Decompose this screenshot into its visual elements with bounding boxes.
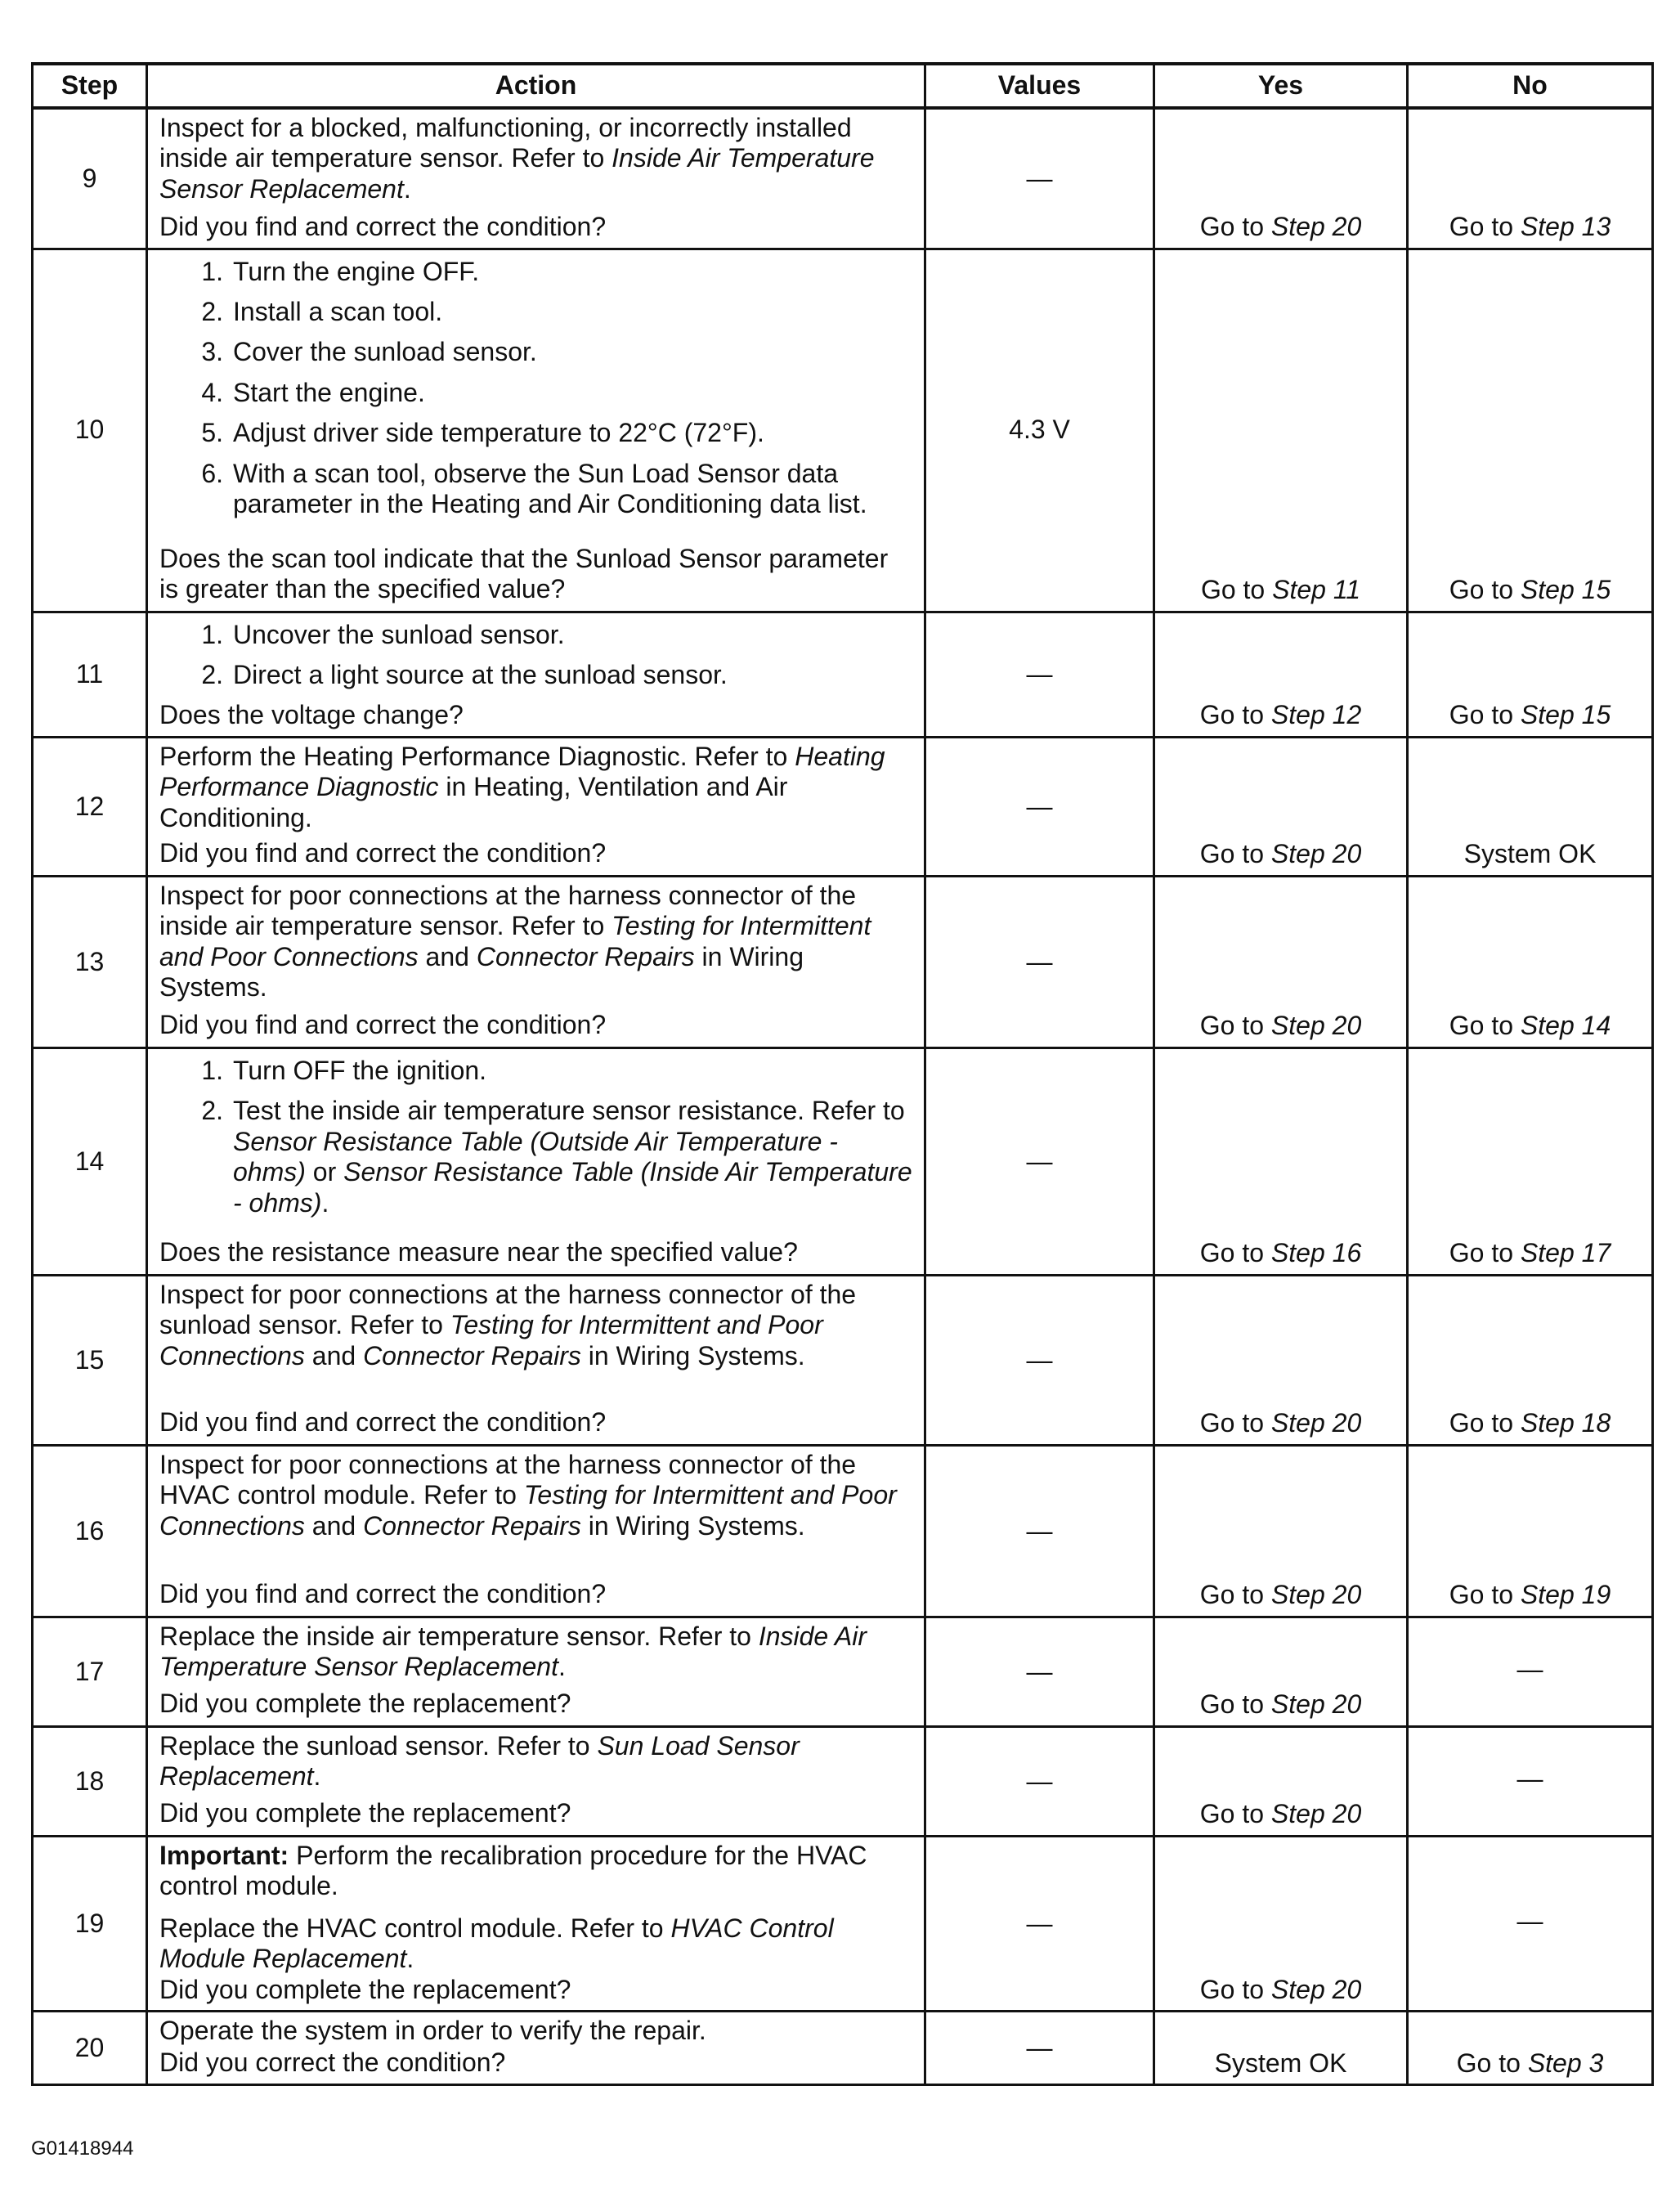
procedure-step-text (233, 337, 912, 367)
table-row (33, 1726, 1653, 1836)
action-instruction (159, 742, 912, 833)
reference-title: Testing for Intermittent and Poor Connections (159, 911, 871, 971)
step-word: Step (1520, 1238, 1575, 1268)
procedure-step-text (233, 297, 912, 327)
step-word: Step (1520, 1408, 1575, 1438)
action-question (159, 544, 912, 605)
header-no: No (1408, 64, 1653, 108)
goto-label: Go to (1456, 2048, 1521, 2078)
text-segment: Did you find and correct the condition? (159, 1579, 607, 1609)
step-number: 13 (1581, 212, 1611, 242)
text-segment: Turn OFF the ignition. (233, 1055, 487, 1085)
step-word: Step (1270, 839, 1325, 869)
step-number-cell: 20 (33, 2012, 147, 2085)
step-number-cell: 16 (33, 1445, 147, 1617)
result-text: System OK (1214, 2048, 1347, 2078)
values-cell: — (925, 108, 1154, 249)
step-number: 20 (1332, 1799, 1362, 1829)
reference-title: Connector Repairs (363, 1510, 581, 1541)
action-content (159, 617, 912, 731)
procedure-step-number: 2. (201, 659, 223, 689)
goto-label: Go to (1199, 1580, 1265, 1610)
step-number-cell: 13 (33, 876, 147, 1047)
procedure-step-number: 6. (201, 458, 223, 488)
step-word: Step (1270, 1238, 1325, 1268)
header-row (33, 64, 1653, 108)
text-segment: Perform the Heating Performance Diagnostic. Refer to (159, 741, 795, 771)
text-segment: Start the engine. (233, 377, 425, 407)
action-question (159, 1407, 912, 1438)
procedure-step (159, 378, 912, 408)
action-cell (147, 612, 925, 737)
action-instruction (159, 1913, 912, 1975)
action-content (159, 1841, 912, 2005)
text-segment: Replace the sunload sensor. Refer to (159, 1730, 598, 1761)
goto-label: Go to (1199, 1689, 1265, 1720)
step-word: Step (1270, 1799, 1325, 1829)
step-number: 11 (1333, 575, 1361, 605)
procedure-step-number: 5. (201, 418, 223, 448)
step-number-cell: 14 (33, 1047, 147, 1275)
step-word: Step (1527, 2048, 1582, 2078)
reference-title: Connector Repairs (363, 1340, 581, 1370)
action-content (159, 881, 912, 1041)
text-segment: and (418, 941, 477, 971)
table-row (33, 1275, 1653, 1445)
action-instruction (159, 881, 912, 1003)
step-word: Step (1520, 700, 1575, 730)
goto-label: Go to (1199, 212, 1265, 242)
yes-cell (1154, 1726, 1408, 1836)
values-cell: — (925, 876, 1154, 1047)
goto-label: Go to (1199, 839, 1265, 869)
text-segment: Did you find and correct the condition? (159, 1407, 607, 1438)
action-instruction (159, 113, 912, 204)
procedure-step (159, 620, 912, 650)
procedure-step-number: 1. (201, 1055, 223, 1085)
step-number-cell: 19 (33, 1836, 147, 2011)
table-row (33, 1047, 1653, 1275)
step-word: Step (1520, 1580, 1575, 1610)
text-segment: Does the resistance measure near the specified value? (159, 1237, 798, 1267)
action-cell (147, 1047, 925, 1275)
action-content (159, 253, 912, 605)
result-text: — (1516, 1764, 1543, 1794)
text-segment: and (304, 1510, 364, 1541)
paragraph-gap (159, 1902, 912, 1913)
procedure-step-number: 4. (201, 377, 223, 407)
yes-cell (1154, 876, 1408, 1047)
goto-label: Go to (1449, 575, 1514, 605)
reference-title: Sun Load Sensor Replacement (159, 1730, 800, 1792)
procedure-step (159, 660, 912, 690)
yes-cell (1154, 1275, 1408, 1445)
reference-title: Connector Repairs (476, 941, 695, 971)
yes-cell (1154, 1836, 1408, 2011)
values-cell: — (925, 1275, 1154, 1445)
text-segment: Operate the system in order to verify the repair. (159, 2016, 706, 2045)
action-cell (147, 876, 925, 1047)
text-segment: . (313, 1761, 321, 1792)
values-cell: — (925, 737, 1154, 876)
goto-label: Go to (1199, 1011, 1265, 1041)
result-text: System OK (1463, 839, 1597, 869)
text-segment: Did you complete the replacement? (159, 1974, 571, 2004)
important-label: Important: (159, 1840, 289, 1870)
no-cell (1408, 1445, 1653, 1617)
table-row (33, 1617, 1653, 1726)
procedure-step-text (233, 1056, 912, 1086)
procedure-step-number: 2. (201, 1096, 223, 1126)
procedure-list (159, 617, 912, 701)
yes-cell (1154, 612, 1408, 737)
reference-title: Testing for Intermittent and Poor Connections (159, 1480, 897, 1541)
action-instruction (159, 1841, 912, 1902)
action-content (159, 113, 912, 242)
goto-label: Go to (1449, 700, 1514, 730)
values-cell: — (925, 1836, 1154, 2011)
yes-cell (1154, 2012, 1408, 2085)
step-word: Step (1270, 1974, 1325, 2004)
procedure-step-text (233, 459, 912, 520)
action-cell (147, 249, 925, 612)
step-number-cell: 17 (33, 1617, 147, 1726)
no-cell (1408, 1617, 1653, 1726)
procedure-step (159, 337, 912, 367)
text-segment: Did you find and correct the condition? (159, 1010, 607, 1040)
text-segment: Replace the inside air temperature sensor. Refer to (159, 1621, 759, 1651)
action-content (159, 742, 912, 869)
table-body (33, 108, 1653, 2085)
no-cell (1408, 108, 1653, 249)
figure-id: G01418944 (31, 2137, 134, 2160)
step-word: Step (1270, 1580, 1325, 1610)
goto-label: Go to (1199, 700, 1265, 730)
reference-title: Sensor Resistance Table (Inside Air Temperature - ohms) (233, 1157, 912, 1218)
text-segment: Adjust driver side temperature to 22°C (72°F). (233, 418, 764, 448)
text-segment: . (406, 1944, 414, 1974)
step-number: 14 (1581, 1011, 1611, 1041)
procedure-step (159, 459, 912, 520)
text-segment: Direct a light source at the sunload sensor. (233, 659, 728, 689)
action-question (159, 700, 912, 730)
no-cell (1408, 249, 1653, 612)
result-text: — (1516, 1654, 1543, 1684)
goto-label: Go to (1199, 1799, 1265, 1829)
text-segment: Inspect for poor connections at the harness connector of the HVAC control module. Refer to (159, 1449, 857, 1510)
goto-label: Go to (1200, 575, 1266, 605)
action-instruction (159, 1622, 912, 1683)
step-word: Step (1270, 1689, 1325, 1720)
action-cell (147, 1836, 925, 2011)
table-row (33, 612, 1653, 737)
procedure-step-text (233, 620, 912, 650)
text-segment: With a scan tool, observe the Sun Load Sensor data parameter in the Heating and Air Conditioning data list. (233, 458, 867, 519)
text-segment: Install a scan tool. (233, 296, 443, 326)
no-cell (1408, 2012, 1653, 2085)
table-row (33, 1836, 1653, 2011)
procedure-step-text (233, 418, 912, 448)
text-segment: . (403, 173, 411, 204)
procedure-step (159, 1056, 912, 1086)
procedure-step-text (233, 257, 912, 287)
yes-cell (1154, 1047, 1408, 1275)
step-number: 20 (1332, 1011, 1362, 1041)
action-question (159, 1237, 912, 1267)
procedure-step-text (233, 660, 912, 690)
action-cell (147, 1275, 925, 1445)
procedure-step (159, 257, 912, 287)
header-yes: Yes (1154, 64, 1408, 108)
step-number: 20 (1332, 1689, 1362, 1720)
procedure-step-number: 2. (201, 296, 223, 326)
step-number-cell: 11 (33, 612, 147, 737)
yes-cell (1154, 1617, 1408, 1726)
text-segment: Test the inside air temperature sensor resistance. Refer to (233, 1096, 905, 1126)
goto-label: Go to (1449, 1580, 1514, 1610)
action-question (159, 1579, 912, 1609)
procedure-step (159, 297, 912, 327)
goto-label: Go to (1449, 1238, 1514, 1268)
step-number: 3 (1588, 2048, 1604, 2078)
header-values: Values (925, 64, 1154, 108)
step-word: Step (1270, 1011, 1325, 1041)
text-segment: Replace the HVAC control module. Refer to (159, 1913, 671, 1943)
text-segment: Inspect for poor connections at the harness connector of the sunload sensor. Refer to (159, 1279, 857, 1340)
step-word: Step (1270, 212, 1325, 242)
table-row (33, 108, 1653, 249)
goto-label: Go to (1199, 1974, 1265, 2004)
action-content (159, 1280, 912, 1438)
header-step: Step (33, 64, 147, 108)
action-content (159, 1450, 912, 1610)
reference-title: HVAC Control Module Replacement (159, 1913, 834, 1974)
text-segment: in Wiring Systems. (580, 1510, 805, 1541)
step-word: Step (1270, 1408, 1325, 1438)
yes-cell (1154, 1445, 1408, 1617)
text-segment: Cover the sunload sensor. (233, 337, 537, 367)
yes-cell (1154, 737, 1408, 876)
diagnostic-table (31, 62, 1654, 2086)
text-segment: . (321, 1187, 329, 1218)
text-segment: Did you correct the condition? (159, 2047, 506, 2077)
step-word: Step (1272, 575, 1326, 605)
result-text: — (1516, 1906, 1543, 1936)
procedure-step-number: 1. (201, 619, 223, 649)
text-segment: Did you find and correct the condition? (159, 211, 607, 241)
action-content (159, 2016, 912, 2078)
procedure-list (159, 1052, 912, 1228)
step-number: 15 (1581, 575, 1611, 605)
table-row (33, 249, 1653, 612)
values-cell: — (925, 1617, 1154, 1726)
step-number-cell: 10 (33, 249, 147, 612)
goto-label: Go to (1199, 1408, 1265, 1438)
values-cell: — (925, 1047, 1154, 1275)
text-segment: Did you complete the replacement? (159, 1689, 571, 1719)
action-question (159, 2048, 912, 2078)
step-number-cell: 12 (33, 737, 147, 876)
step-number-cell: 9 (33, 108, 147, 249)
table-row (33, 876, 1653, 1047)
procedure-step-number: 1. (201, 256, 223, 286)
action-cell (147, 1617, 925, 1726)
procedure-step-number: 3. (201, 337, 223, 367)
step-number: 18 (1581, 1408, 1611, 1438)
table-row (33, 737, 1653, 876)
step-number: 20 (1332, 839, 1362, 869)
action-question (159, 1010, 912, 1040)
text-segment: in Heating, Ventilation and Air Conditioning. (159, 772, 788, 832)
step-number: 20 (1332, 1974, 1362, 2004)
text-segment: Does the scan tool indicate that the Sunload Sensor parameter is greater than the specified value? (159, 543, 889, 604)
action-question (159, 838, 912, 868)
action-question (159, 212, 912, 242)
step-number: 20 (1332, 1580, 1362, 1610)
step-number: 17 (1581, 1238, 1611, 1268)
action-question (159, 1689, 912, 1719)
step-word: Step (1520, 212, 1575, 242)
values-cell: — (925, 1445, 1154, 1617)
text-segment: Inspect for a blocked, malfunctioning, or incorrectly installed inside air temperature sensor. Refer to (159, 113, 852, 173)
procedure-step-text (233, 1096, 912, 1218)
step-word: Step (1520, 1011, 1575, 1041)
goto-label: Go to (1449, 1011, 1514, 1041)
text-segment: Does the voltage change? (159, 700, 464, 730)
action-cell (147, 108, 925, 249)
no-cell (1408, 1836, 1653, 2011)
action-question (159, 1798, 912, 1828)
no-cell (1408, 737, 1653, 876)
text-segment: Did you complete the replacement? (159, 1798, 571, 1828)
text-segment: . (558, 1652, 566, 1682)
values-cell: — (925, 1726, 1154, 1836)
step-number: 15 (1581, 700, 1611, 730)
text-segment: or (305, 1157, 344, 1187)
text-segment: Uncover the sunload sensor. (233, 619, 565, 649)
procedure-list (159, 253, 912, 530)
action-instruction (159, 1450, 912, 1541)
action-content (159, 1622, 912, 1720)
header-action: Action (147, 64, 925, 108)
yes-cell (1154, 108, 1408, 249)
values-cell: 4.3 V (925, 249, 1154, 612)
step-number: 19 (1581, 1580, 1611, 1610)
step-number-cell: 15 (33, 1275, 147, 1445)
no-cell (1408, 612, 1653, 737)
action-instruction (159, 2016, 912, 2046)
no-cell (1408, 876, 1653, 1047)
no-cell (1408, 1275, 1653, 1445)
no-cell (1408, 1726, 1653, 1836)
no-cell (1408, 1047, 1653, 1275)
reference-title: Inside Air Temperature Sensor Replacement (159, 143, 875, 204)
action-cell (147, 1726, 925, 1836)
text-segment: in Wiring Systems. (159, 941, 804, 1003)
reference-title: Sensor Resistance Table (Outside Air Temperature - ohms) (233, 1126, 838, 1187)
step-word: Step (1270, 700, 1325, 730)
text-segment: Inspect for poor connections at the harness connector of the inside air temperature sensor. Refer to (159, 880, 857, 941)
reference-title: Inside Air Temperature Sensor Replacement (159, 1621, 867, 1682)
step-word: Step (1520, 575, 1575, 605)
reference-title: Testing for Intermittent and Poor Connections (159, 1310, 823, 1370)
procedure-step-text (233, 378, 912, 408)
action-cell (147, 737, 925, 876)
step-number-cell: 18 (33, 1726, 147, 1836)
step-number: 12 (1332, 700, 1362, 730)
action-instruction (159, 1280, 912, 1371)
goto-label: Go to (1199, 1238, 1265, 1268)
step-number: 20 (1332, 1408, 1362, 1438)
values-cell: — (925, 2012, 1154, 2085)
action-cell (147, 2012, 925, 2085)
action-cell (147, 1445, 925, 1617)
step-number: 16 (1332, 1238, 1362, 1268)
yes-cell (1154, 249, 1408, 612)
text-segment: Turn the engine OFF. (233, 256, 480, 286)
text-segment: Did you find and correct the condition? (159, 838, 607, 868)
step-number: 20 (1332, 212, 1362, 242)
procedure-step (159, 418, 912, 448)
action-instruction (159, 1731, 912, 1792)
values-cell: — (925, 612, 1154, 737)
goto-label: Go to (1449, 1408, 1514, 1438)
text-segment: Perform the recalibration procedure for the HVAC control module. (159, 1840, 867, 1901)
text-segment: and (304, 1340, 364, 1370)
text-segment: in Wiring Systems. (580, 1340, 805, 1370)
goto-label: Go to (1449, 212, 1514, 242)
action-content (159, 1731, 912, 1829)
action-question (159, 1975, 912, 2005)
action-content (159, 1052, 912, 1268)
procedure-step (159, 1096, 912, 1218)
table-row (33, 2012, 1653, 2085)
reference-title: Heating Performance Diagnostic (159, 741, 885, 802)
table-row (33, 1445, 1653, 1617)
